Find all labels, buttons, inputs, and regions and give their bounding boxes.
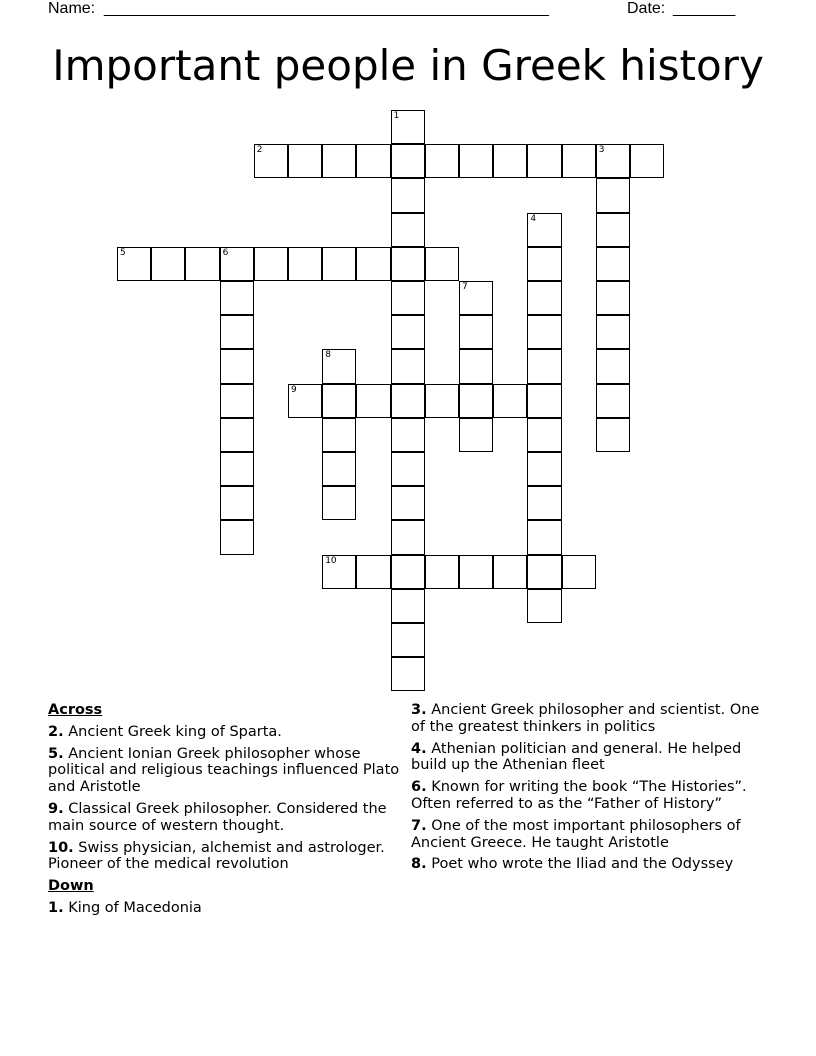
grid-cell[interactable] — [220, 452, 254, 486]
clue-down-3 — [411, 702, 766, 736]
grid-cell[interactable] — [527, 384, 561, 418]
clue-number: 6. — [411, 779, 427, 796]
grid-cell[interactable] — [356, 144, 390, 178]
grid-cell[interactable] — [391, 589, 425, 623]
grid-cell[interactable] — [527, 486, 561, 520]
grid-cell[interactable] — [391, 384, 425, 418]
cell-number: 2 — [256, 145, 263, 156]
grid-cell[interactable] — [459, 349, 493, 383]
grid-cell[interactable] — [391, 247, 425, 281]
grid-cell[interactable] — [322, 349, 356, 383]
cell-number: 5 — [120, 247, 126, 258]
cell-number: 9 — [291, 384, 297, 395]
cell-number: 1 — [393, 111, 400, 121]
grid-cell[interactable] — [220, 384, 254, 418]
clue-across-2 — [48, 724, 403, 741]
name-label: Name: — [48, 0, 96, 17]
down-heading: Down — [48, 878, 94, 895]
date-label: Date: — [627, 0, 666, 17]
grid-cell[interactable] — [356, 247, 390, 281]
clue-down-4 — [411, 741, 766, 775]
grid-cell[interactable] — [220, 281, 254, 315]
grid-cell[interactable] — [391, 452, 425, 486]
grid-cell[interactable] — [391, 555, 425, 589]
grid-cell[interactable] — [391, 144, 425, 178]
grid-cell[interactable] — [117, 247, 151, 281]
grid-cell[interactable] — [425, 247, 459, 281]
clue-across-10 — [48, 840, 403, 874]
grid-cell[interactable] — [322, 384, 356, 418]
grid-cell[interactable] — [391, 623, 425, 657]
across-heading: Across — [48, 702, 103, 718]
grid-cell[interactable] — [220, 486, 254, 520]
grid-cell[interactable] — [459, 555, 493, 589]
grid-cell[interactable] — [254, 144, 288, 178]
cell-number: 8 — [325, 350, 331, 361]
clues-left-column — [48, 702, 403, 922]
clue-down-7 — [411, 818, 766, 852]
grid-cell[interactable] — [527, 589, 561, 623]
clue-text: Ancient Greek king of Sparta. — [68, 723, 282, 740]
grid-cell[interactable] — [527, 418, 561, 452]
grid-cell[interactable] — [322, 555, 356, 589]
grid-cell[interactable] — [493, 384, 527, 418]
date-field[interactable]: _______ — [673, 0, 736, 17]
clue-text: Ancient Ionian Greek philosopher whose political and religious teachings influenced Plato and Aristotle — [48, 745, 400, 796]
grid-cell[interactable] — [596, 281, 630, 315]
grid-cell[interactable] — [425, 144, 459, 178]
clue-down-1 — [48, 900, 403, 917]
grid-cell[interactable] — [391, 110, 425, 144]
grid-cell[interactable] — [527, 452, 561, 486]
clue-down-8 — [411, 856, 766, 873]
grid-cell[interactable] — [562, 144, 596, 178]
grid-cell[interactable] — [630, 144, 664, 178]
grid-cell[interactable] — [391, 418, 425, 452]
grid-cell[interactable] — [322, 452, 356, 486]
grid-cell[interactable] — [493, 555, 527, 589]
grid-cell[interactable] — [391, 520, 425, 554]
clue-number: 8. — [411, 856, 427, 873]
grid-cell[interactable] — [220, 349, 254, 383]
grid-cell[interactable] — [391, 178, 425, 212]
clue-number: 3. — [411, 702, 427, 718]
grid-cell[interactable] — [459, 384, 493, 418]
grid-cell[interactable] — [322, 144, 356, 178]
grid-cell[interactable] — [596, 384, 630, 418]
grid-cell[interactable] — [322, 486, 356, 520]
clue-text: Swiss physician, alchemist and astrologer. Pioneer of the medical revolution — [48, 839, 385, 873]
clue-down-6 — [411, 779, 766, 813]
clue-text: Poet who wrote the Iliad and the Odyssey — [431, 856, 734, 873]
grid-cell[interactable] — [391, 349, 425, 383]
page-title: Important people in Greek history — [52, 41, 764, 90]
cell-number: 7 — [462, 282, 468, 292]
clue-text: Classical Greek philosopher. Considered the main source of western thought. — [48, 800, 387, 834]
grid-cell[interactable] — [356, 555, 390, 589]
grid-cell[interactable] — [322, 247, 356, 281]
grid-cell[interactable] — [527, 213, 561, 247]
clue-text: One of the most important philosophers of Ancient Greece. He taught Aristotle — [411, 817, 741, 851]
grid-cell[interactable] — [220, 315, 254, 349]
grid-cell[interactable] — [493, 144, 527, 178]
grid-cell[interactable] — [391, 315, 425, 349]
clue-number: 2. — [48, 723, 64, 740]
clue-number: 9. — [48, 800, 64, 817]
grid-cell[interactable] — [527, 281, 561, 315]
grid-cell[interactable] — [459, 418, 493, 452]
grid-cell[interactable] — [596, 349, 630, 383]
grid-cell[interactable] — [288, 384, 322, 418]
grid-cell[interactable] — [220, 247, 254, 281]
grid-cell[interactable] — [527, 520, 561, 554]
grid-cell[interactable] — [596, 144, 630, 178]
clue-number: 7. — [411, 817, 427, 834]
grid-cell[interactable] — [527, 144, 561, 178]
grid-cell[interactable] — [527, 349, 561, 383]
grid-cell[interactable] — [596, 178, 630, 212]
clue-across-5 — [48, 746, 403, 796]
clues-right-column — [411, 702, 766, 878]
clue-number: 4. — [411, 740, 427, 757]
grid-cell[interactable] — [151, 247, 185, 281]
clue-text: King of Macedonia — [68, 899, 202, 916]
grid-cell[interactable] — [596, 315, 630, 349]
clue-number: 5. — [48, 745, 64, 762]
grid-cell[interactable] — [527, 555, 561, 589]
grid-cell[interactable] — [254, 247, 288, 281]
grid-cell[interactable] — [356, 384, 390, 418]
grid-cell[interactable] — [288, 144, 322, 178]
clue-number: 1. — [48, 899, 64, 916]
grid-cell[interactable] — [527, 315, 561, 349]
grid-cell[interactable] — [459, 144, 493, 178]
grid-cell[interactable] — [391, 213, 425, 247]
grid-cell[interactable] — [562, 555, 596, 589]
grid-cell[interactable] — [391, 486, 425, 520]
grid-cell[interactable] — [322, 418, 356, 452]
grid-cell[interactable] — [220, 418, 254, 452]
clue-number: 10. — [48, 839, 74, 856]
grid-cell[interactable] — [425, 555, 459, 589]
grid-cell[interactable] — [391, 281, 425, 315]
cell-number: 6 — [222, 247, 229, 258]
grid-cell[interactable] — [220, 520, 254, 554]
grid-cell[interactable] — [596, 213, 630, 247]
grid-cell[interactable] — [459, 315, 493, 349]
cell-number: 4 — [530, 213, 537, 224]
clue-text: Known for writing the book “The Histories”. Often referred to as the “Father of History” — [411, 779, 747, 812]
clue-across-9 — [48, 801, 403, 835]
grid-cell[interactable] — [596, 418, 630, 452]
grid-cell[interactable] — [288, 247, 322, 281]
grid-cell[interactable] — [527, 247, 561, 281]
clue-text: Athenian politician and general. He helped build up the Athenian fleet — [411, 740, 742, 774]
grid-cell[interactable] — [391, 657, 425, 691]
clue-text: Ancient Greek philosopher and scientist. One of the greatest thinkers in politics — [411, 702, 760, 735]
grid-cell[interactable] — [185, 247, 219, 281]
grid-cell[interactable] — [425, 384, 459, 418]
name-field[interactable]: __________________________________________________ — [104, 0, 549, 17]
cell-number: 10 — [325, 555, 337, 566]
grid-cell[interactable] — [596, 247, 630, 281]
grid-cell[interactable] — [459, 281, 493, 315]
cell-number: 3 — [598, 145, 605, 156]
